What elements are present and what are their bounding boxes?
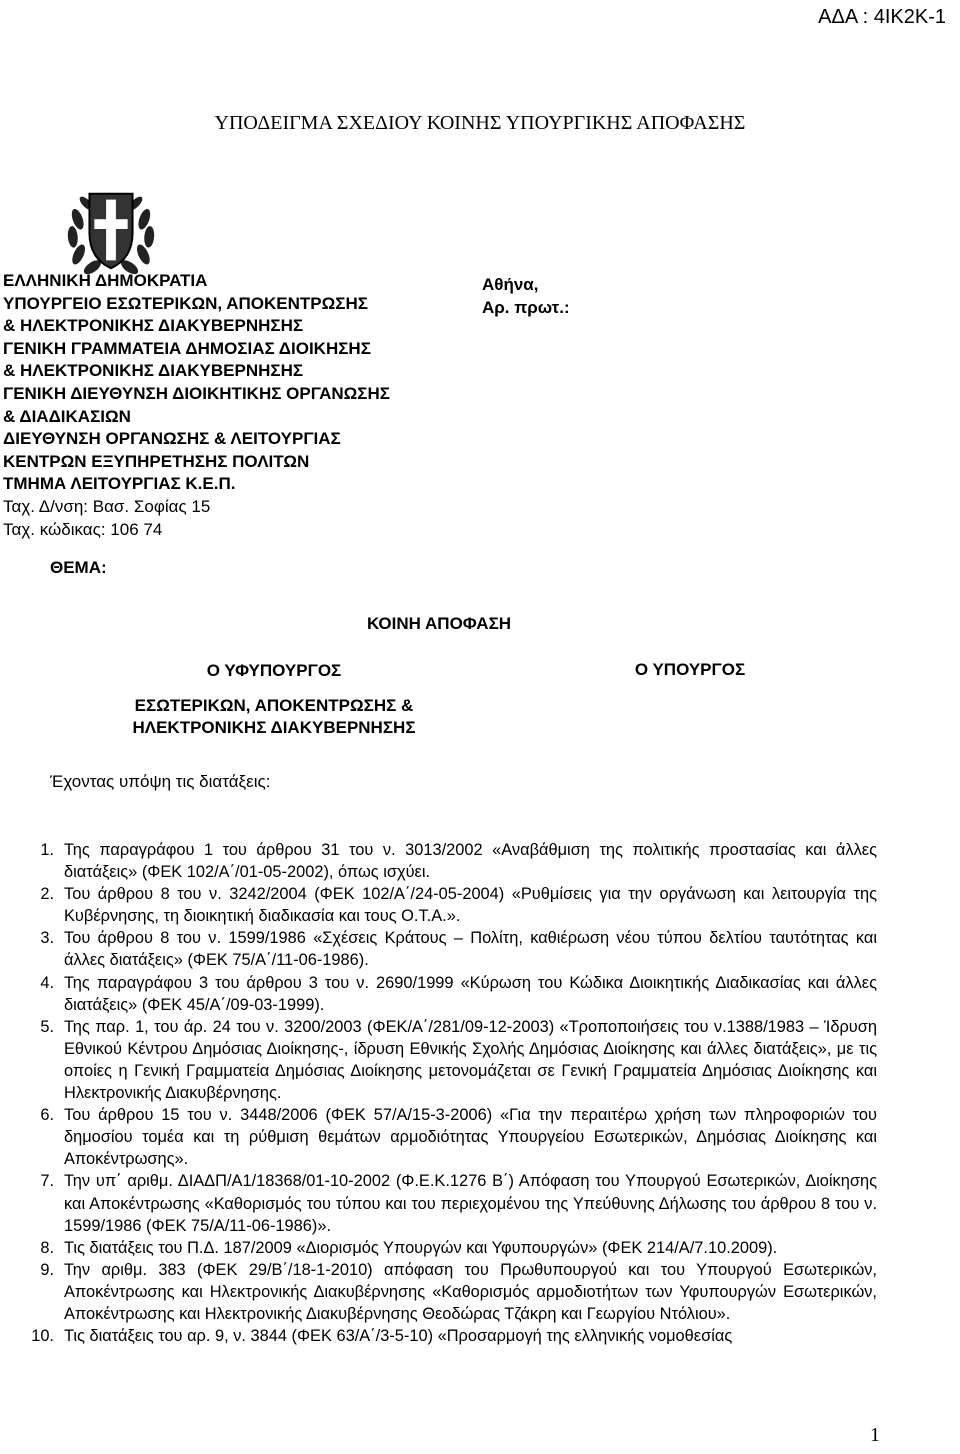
- list-item: [0, 839, 877, 883]
- issuer-block: [3, 270, 390, 541]
- issuer-line: ΓΕΝΙΚΗ ΔΙΕΥΘΥΝΣΗ ΔΙΟΙΚΗΤΙΚΗΣ ΟΡΓΑΝΩΣΗΣ: [3, 383, 390, 403]
- item-text: Της παραγράφου 1 του άρθρου 31 του ν. 3013/2002 «Αναβάθμιση της πολιτικής προστασίας και άλλες διατάξεις» (ΦΕΚ 102/Α΄/01-05-2002), όπως ισχύει.: [64, 841, 877, 882]
- item-number: 5.: [40, 1017, 54, 1036]
- greek-emblem-icon: [62, 180, 160, 278]
- list-item: [0, 1170, 877, 1236]
- list-item: [0, 1325, 877, 1347]
- ada-code: ΑΔΑ : 4ΙΚ2Κ-1: [818, 6, 946, 28]
- place-label: Αθήνα,: [482, 275, 539, 294]
- issuer-line: ΓΕΝΙΚΗ ΓΡΑΜΜΑΤΕΙΑ ΔΗΜΟΣΙΑΣ ΔΙΟΙΚΗΣΗΣ: [3, 338, 371, 358]
- item-number: 7.: [40, 1172, 54, 1191]
- item-text: Τις διατάξεις του αρ. 9, ν. 3844 (ΦΕΚ 63/Α΄/3-5-10) «Προσαρμογή της ελληνικής νομοθεσίας: [64, 1327, 733, 1346]
- list-item: [0, 1016, 877, 1104]
- item-text: Τις διατάξεις του Π.Δ. 187/2009 «Διορισμός Υπουργών και Υφυπουργών» (ΦΕΚ 214/Α/7.10.2009).: [64, 1238, 778, 1257]
- list-item: [0, 883, 877, 927]
- page-number: 1: [870, 1424, 880, 1446]
- item-number: 6.: [40, 1106, 54, 1125]
- list-item: [0, 1104, 877, 1170]
- issuer-line: ΥΠΟΥΡΓΕΙΟ ΕΣΩΤΕΡΙΚΩΝ, ΑΠΟΚΕΝΤΡΩΣΗΣ: [3, 293, 368, 313]
- item-number: 8.: [40, 1238, 54, 1257]
- issuer-line: ΤΜΗΜΑ ΛΕΙΤΟΥΡΓΙΑΣ Κ.Ε.Π.: [3, 474, 236, 494]
- subject-label: ΘΕΜΑ:: [50, 558, 107, 577]
- issuer-line: & ΗΛΕΚΤΡΟΝΙΚΗΣ ΔΙΑΚΥΒΕΡΝΗΣΗΣ: [3, 361, 304, 381]
- list-item: [0, 1259, 877, 1325]
- signatory-ministry-line: ΕΣΩΤΕΡΙΚΩΝ, ΑΠΟΚΕΝΤΡΩΣΗΣ &: [134, 695, 414, 715]
- signatory-title: Ο ΥΦΥΠΟΥΡΓΟΣ: [206, 661, 342, 680]
- item-text: Της παρ. 1, του άρ. 24 του ν. 3200/2003 (ΦΕΚ/Α΄/281/09-12-2003) «Τροποποιήσεις του ν.1388/1983 – Ίδρυση Εθνικού Κέντρου Δημόσιας Διοίκησης-, ίδρυση Εθνικής Σχολής Δημόσιας Διοίκησης και άλλες διατάξεις», με τις οποίες η Γενική Γραμματεία Δημόσιας Διοίκησης μετονομάζεται σε Γενική Γραμματεία Δημόσιας Διοίκησης και Ηλεκτρονικής Διακυβέρνησης.: [64, 1017, 877, 1103]
- issuer-line: & ΔΙΑΔΙΚΑΣΙΩΝ: [3, 406, 131, 426]
- signatory-minister: Ο ΥΠΟΥΡΓΟΣ: [634, 660, 746, 679]
- issuer-line: & ΗΛΕΚΤΡΟΝΙΚΗΣ ΔΙΑΚΥΒΕΡΝΗΣΗΣ: [3, 316, 304, 336]
- place-date-block: [482, 274, 570, 319]
- item-text: Την αριθμ. 383 (ΦΕΚ 29/Β΄/18-1-2010) απόφαση του Πρωθυπουργού και του Υπουργού Εσωτερικών, Αποκέντρωσης και Ηλεκτρονικής Διακυβέρνησης «Καθορισμός αρμοδιοτήτων των Υφυπουργών Εσωτερικών, Αποκέντρωσης και Ηλεκτρονικής Διακυβέρνησης Θεοδώρας Τζάκρη και Γεωργίου Ντόλιου».: [64, 1260, 877, 1323]
- provisions-list: [0, 839, 960, 1347]
- item-number: 2.: [40, 885, 54, 904]
- issuer-line: ΔΙΕΥΘΥΝΣΗ ΟΡΓΑΝΩΣΗΣ & ΛΕΙΤΟΥΡΓΙΑΣ: [3, 429, 341, 449]
- item-number: 4.: [40, 973, 54, 992]
- item-text: Του άρθρου 15 του ν. 3448/2006 (ΦΕΚ 57/Α/15-3-2006) «Για την περαιτέρω χρήση των πληροφοριών του δημοσίου τομέα και τη ρύθμιση θεμάτων αρμοδιότητας Υπουργείου Εσωτερικών, Δημόσιας Διοίκησης και Αποκέντρωσης».: [64, 1106, 877, 1169]
- item-text: Του άρθρου 8 του ν. 3242/2004 (ΦΕΚ 102/Α΄/24-05-2004) «Ρυθμίσεις για την οργάνωση και λειτουργία της Κυβέρνησης, τη διοικητική διαδικασία και τους Ο.Τ.Α.».: [64, 885, 877, 926]
- issuer-postal-code: Ταχ. κώδικας: 106 74: [3, 519, 163, 539]
- signatory-deputy-minister: [114, 660, 434, 740]
- item-number: 1.: [40, 841, 54, 859]
- decision-heading: ΚΟΙΝΗ ΑΠΟΦΑΣΗ: [366, 614, 512, 633]
- item-text: Του άρθρου 8 του ν. 1599/1986 «Σχέσεις Κράτους – Πολίτη, καθιέρωση νέου τύπου δελτίου ταυτότητας και άλλες διατάξεις» (ΦΕΚ 75/Α΄/11-06-1986).: [64, 929, 877, 970]
- protocol-label: Αρ. πρωτ.:: [482, 297, 570, 317]
- list-item: [0, 972, 877, 1016]
- document-title: ΥΠΟΔΕΙΓΜΑ ΣΧΕΔΙΟΥ ΚΟΙΝΗΣ ΥΠΟΥΡΓΙΚΗΣ ΑΠΟΦΑΣΗΣ: [214, 112, 746, 134]
- issuer-line: ΚΕΝΤΡΩΝ ΕΞΥΠΗΡΕΤΗΣΗΣ ΠΟΛΙΤΩΝ: [3, 451, 310, 471]
- item-text: Της παραγράφου 3 του άρθρου 3 του ν. 2690/1999 «Κύρωση του Κώδικα Διοικητικής Διαδικασίας και άλλες διατάξεις» (ΦΕΚ 45/Α΄/09-03-1999).: [64, 973, 877, 1014]
- list-item: [0, 1237, 877, 1259]
- issuer-address: Ταχ. Δ/νση: Βασ. Σοφίας 15: [3, 496, 211, 516]
- item-number: 3.: [40, 929, 54, 948]
- item-number: 10.: [31, 1327, 54, 1346]
- issuer-line: ΕΛΛΗΝΙΚΗ ΔΗΜΟΚΡΑΤΙΑ: [3, 271, 208, 290]
- having-regard-intro: Έχοντας υπόψη τις διατάξεις:: [50, 772, 271, 791]
- list-item: [0, 927, 877, 971]
- signatory-ministry-line: ΗΛΕΚΤΡΟΝΙΚΗΣ ΔΙΑΚΥΒΕΡΝΗΣΗΣ: [132, 718, 416, 738]
- item-number: 9.: [40, 1260, 54, 1279]
- item-text: Την υπ΄ αριθμ. ΔΙΑΔΠ/Α1/18368/01-10-2002 (Φ.Ε.Κ.1276 Β΄) Απόφαση του Υπουργού Εσωτερικών, Διοίκησης και Αποκέντρωσης «Καθορισμός του τύπου και του περιεχομένου της Υπεύθυνης Δήλωσης του άρθρου 8 του ν. 1599/1986 (ΦΕΚ 75/Α/11-06-1986)».: [64, 1172, 877, 1235]
